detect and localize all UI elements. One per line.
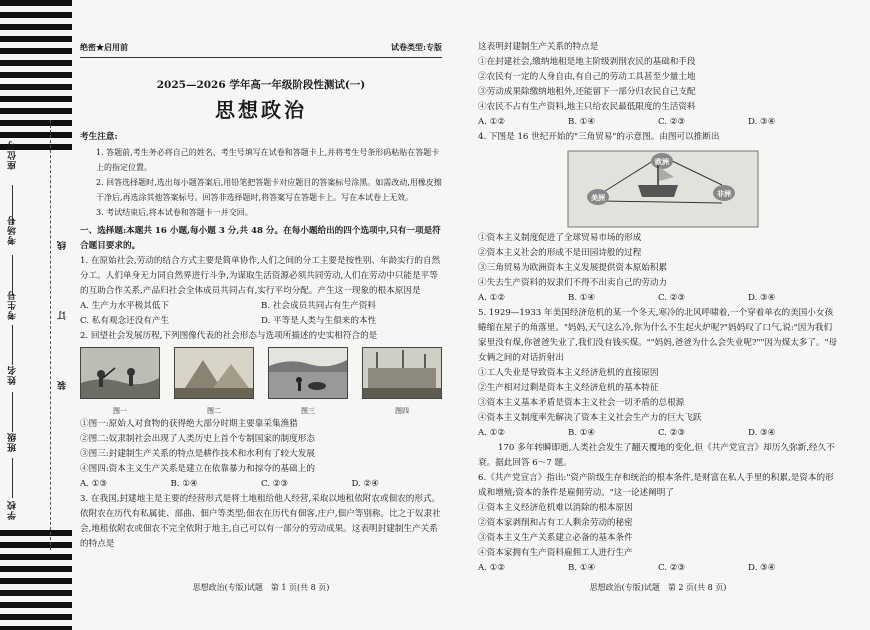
binding-strip xyxy=(0,0,72,630)
secret-mark: 绝密★启用前 xyxy=(80,42,128,52)
map-label-africa: 非洲 xyxy=(717,190,731,198)
statement: ③三角贸易为欧洲资本主义发展提供资本原始积累 xyxy=(478,263,668,273)
map-label-america: 美洲 xyxy=(591,194,605,202)
paper-type: 试卷类型:专版 xyxy=(391,42,442,52)
option[interactable]: A. ①② xyxy=(478,563,506,573)
cut-line-char: 装 xyxy=(58,380,68,390)
statement: ③劳动成果除缴纳地租外,还能留下一部分归农民自己支配 xyxy=(478,87,696,97)
page-header xyxy=(80,40,442,58)
option[interactable]: A. ①② xyxy=(478,117,506,127)
map-label-europe: 欧洲 xyxy=(655,158,669,166)
option[interactable]: B. 社会成员共同占有生产资料 xyxy=(261,301,376,311)
name-field[interactable] xyxy=(12,392,13,432)
figure-caption: 图二 xyxy=(207,407,221,415)
statement: ③图三:封建制生产关系的特点是耕作技术和水利有了较大发展 xyxy=(80,449,315,459)
option[interactable]: C. ②③ xyxy=(658,293,686,303)
notice-item: 2. 回答选择题时,选出每小题答案后,用铅笔把答题卡对应题目的答案标号涂黑。如需改动,用橡皮擦干净后,再选涂其他答案标号。回答非选择题时,将答案写在答题卡上。写在本试卷上无效。 xyxy=(96,178,442,202)
question-5-options xyxy=(478,426,838,441)
figure-caption: 图四 xyxy=(395,407,409,415)
barcode-stripes-top xyxy=(0,0,72,150)
option[interactable]: A. ①③ xyxy=(80,479,108,489)
option[interactable]: D. 平等是人类与生俱来的本性 xyxy=(261,316,377,326)
question-4-stem: 4. 下图是 16 世纪开始的"三角贸易"的示意图。由图可以推断出 xyxy=(478,132,720,142)
statement: ④资本主义制度率先解决了资本主义社会生产力的巨大飞跃 xyxy=(478,413,702,423)
option[interactable]: D. ③④ xyxy=(748,117,776,127)
question-3-continued: 这表明封建制生产关系的特点是 xyxy=(478,42,599,52)
feudal-farming-image xyxy=(268,347,348,399)
question-2-figures xyxy=(80,347,442,417)
option[interactable]: C. ②③ xyxy=(261,479,289,489)
primitive-hunting-image xyxy=(80,347,160,399)
statement: ③资本主义生产关系建立必备的基本条件 xyxy=(478,533,633,543)
statement: ②资本家剥削和占有工人剩余劳动的秘密 xyxy=(478,518,633,528)
question-3-options xyxy=(478,115,838,130)
option[interactable]: D. ②④ xyxy=(351,479,379,489)
statement: ④资本家拥有生产资料雇佣工人进行生产 xyxy=(478,548,633,558)
exam-room-label: 考场号 xyxy=(8,215,18,245)
figure-caption: 图三 xyxy=(301,407,315,415)
notice-heading: 考生注意: xyxy=(80,132,118,142)
page-2 xyxy=(478,40,838,576)
option[interactable]: B. ①④ xyxy=(568,563,596,573)
statement: ①资本主义制度促进了全球贸易市场的形成 xyxy=(478,233,642,243)
option[interactable]: B. ①④ xyxy=(568,293,596,303)
exam-no-label: 考生号 xyxy=(8,290,18,320)
statement: ①在封建社会,缴纳地租是地主阶级剥削农民的基础和手段 xyxy=(478,57,696,67)
question-1-options xyxy=(80,299,442,329)
question-3-stem: 3. 在我国,封建地主是主要的经营形式是将土地租给他人经营,采取以地租依附农或佃农的形式。依附农在历代有私属徒、部曲、佃户等类型;佃农在历代有佃客,庄户,佃户等别称。比之于奴隶社会,地租依附农或佃农不完全依附于地主,自己可以有一部分的劳动成果。这表明封建制生产关系的特点是 xyxy=(80,494,441,549)
page-1-footer: 思想政治(专版)试题 第 1 页(共 8 页) xyxy=(192,583,330,592)
statement: ①图一:原始人对食物的获得绝大部分时期主要靠采集渔猎 xyxy=(80,419,298,429)
question-1-stem: 1. 在原始社会,劳动的结合方式主要是简单协作,人们之间的分工主要是按性别、年龄实行的自然分工。人们单身无力同自然界进行斗争,为谋取生活资源必须共同劳动,人们在劳动中只能是平等的互助合作关系,产品归社会全体成员共同占有,实行平均分配。产生这一现象的根本原因是 xyxy=(80,256,441,296)
option[interactable]: C. ②③ xyxy=(658,117,686,127)
option[interactable]: A. ①② xyxy=(478,293,506,303)
notice-item: 3. 考试结束后,将本试卷和答题卡一并交回。 xyxy=(96,208,253,217)
question-4-options xyxy=(478,291,838,306)
triangle-trade-diagram xyxy=(478,149,838,229)
class-label: 班级 xyxy=(8,432,18,452)
passage-6-7: 170 多年转瞬即逝,人类社会发生了翻天覆地的变化,但《共产党宣言》却历久弥新,经久不衰。据此回答 6～7 题。 xyxy=(478,443,835,468)
statement: ②农民有一定的人身自由,有自己的劳动工具甚至少量土地 xyxy=(478,72,696,82)
cut-line-char: 线 xyxy=(58,240,68,250)
school-label: 学校 xyxy=(8,500,18,520)
option[interactable]: A. ①② xyxy=(478,428,506,438)
option[interactable]: C. 私有观念还没有产生 xyxy=(80,316,170,326)
option[interactable]: D. ③④ xyxy=(748,563,776,573)
page-1 xyxy=(80,40,442,549)
statement: ②资本主义社会的形成不是田园诗般的过程 xyxy=(478,248,642,258)
cut-line xyxy=(50,120,51,550)
exam-room-field[interactable] xyxy=(12,255,13,295)
option[interactable]: D. ③④ xyxy=(748,428,776,438)
notice-item: 1. 答题前,考生务必将自己的姓名、考生号填写在试卷和答题卡上,并将考生号条形码粘贴在答题卡上的指定位置。 xyxy=(96,148,440,172)
figure-3 xyxy=(268,347,348,417)
figure-1 xyxy=(80,347,160,417)
cut-line-char: 订 xyxy=(58,310,68,320)
subject-title: 思想政治 xyxy=(215,98,307,122)
option[interactable]: D. ③④ xyxy=(748,293,776,303)
seat-label: 座位号 xyxy=(8,140,18,170)
option[interactable]: A. 生产力水平极其低下 xyxy=(80,301,170,311)
option[interactable]: C. ②③ xyxy=(658,428,686,438)
figure-2 xyxy=(174,347,254,417)
name-label: 姓名 xyxy=(8,365,18,385)
question-6-options xyxy=(478,561,838,576)
option[interactable]: C. ②③ xyxy=(658,563,686,573)
question-2-options xyxy=(80,477,442,492)
statement: ④图四:资本主义生产关系是建立在依靠暴力和掠夺的基础上的 xyxy=(80,464,315,474)
statement: ③资本主义基本矛盾是资本主义社会一切矛盾的总根源 xyxy=(478,398,685,408)
question-5-stem: 5. 1929—1933 年美国经济危机的某一个冬天,寒冷的北风呼啸着,一个穿着单衣的美国小女孩蜷缩在屋子的角落里。"妈妈,天气这么冷,你为什么不生起火炉呢?"妈妈叹了口气,说:"因为我们家里没有煤,你爸爸失业了,我们没有钱买煤。""妈妈,爸爸为什么会失业呢?""因为煤太多了。"母女俩之间的对话折射出 xyxy=(478,308,838,363)
option[interactable]: B. ①④ xyxy=(170,479,198,489)
class-field[interactable] xyxy=(12,458,13,498)
capitalist-trade-image xyxy=(362,347,442,399)
option[interactable]: B. ①④ xyxy=(568,428,596,438)
barcode-stripes-bottom xyxy=(0,530,72,630)
page-2-footer: 思想政治(专版)试题 第 2 页(共 8 页) xyxy=(589,583,727,592)
statement: ④农民不占有生产资料,地主只给农民最低限度的生活资料 xyxy=(478,102,696,112)
statement: ①资本主义经济危机难以消除的根本原因 xyxy=(478,503,633,513)
pyramid-slavery-image xyxy=(174,347,254,399)
option[interactable]: B. ①④ xyxy=(568,117,596,127)
section-heading: 一、选择题:本题共 16 小题,每小题 3 分,共 48 分。在每小题给出的四个选项中,只有一项是符合题目要求的。 xyxy=(80,226,441,251)
statement: ②生产相对过剩是资本主义经济危机的基本特征 xyxy=(478,383,659,393)
figure-4 xyxy=(362,347,442,417)
triangle-trade-map xyxy=(478,149,838,229)
statement: ②图二:奴隶制社会出现了人类历史上首个专制国家的制度形态 xyxy=(80,434,315,444)
exam-title: 2025—2026 学年高一年级阶段性测试(一) xyxy=(156,79,366,91)
statement: ④失去生产资料的奴隶们不得不出卖自己的劳动力 xyxy=(478,278,668,288)
question-6-stem: 6.《共产党宣言》指出:"资产阶级生存和统治的根本条件,是财富在私人手里的积累,是资本的形成和增殖;资本的条件是雇佣劳动。"这一论述阐明了 xyxy=(478,473,834,498)
statement: ①工人失业是导致资本主义经济危机的直接原因 xyxy=(478,368,659,378)
question-2-stem: 2. 回望社会发展历程,下列图像代表的社会形态与选项所描述的史实相符合的是 xyxy=(80,331,378,341)
figure-caption: 图一 xyxy=(113,407,127,415)
exam-no-field[interactable] xyxy=(12,325,13,365)
